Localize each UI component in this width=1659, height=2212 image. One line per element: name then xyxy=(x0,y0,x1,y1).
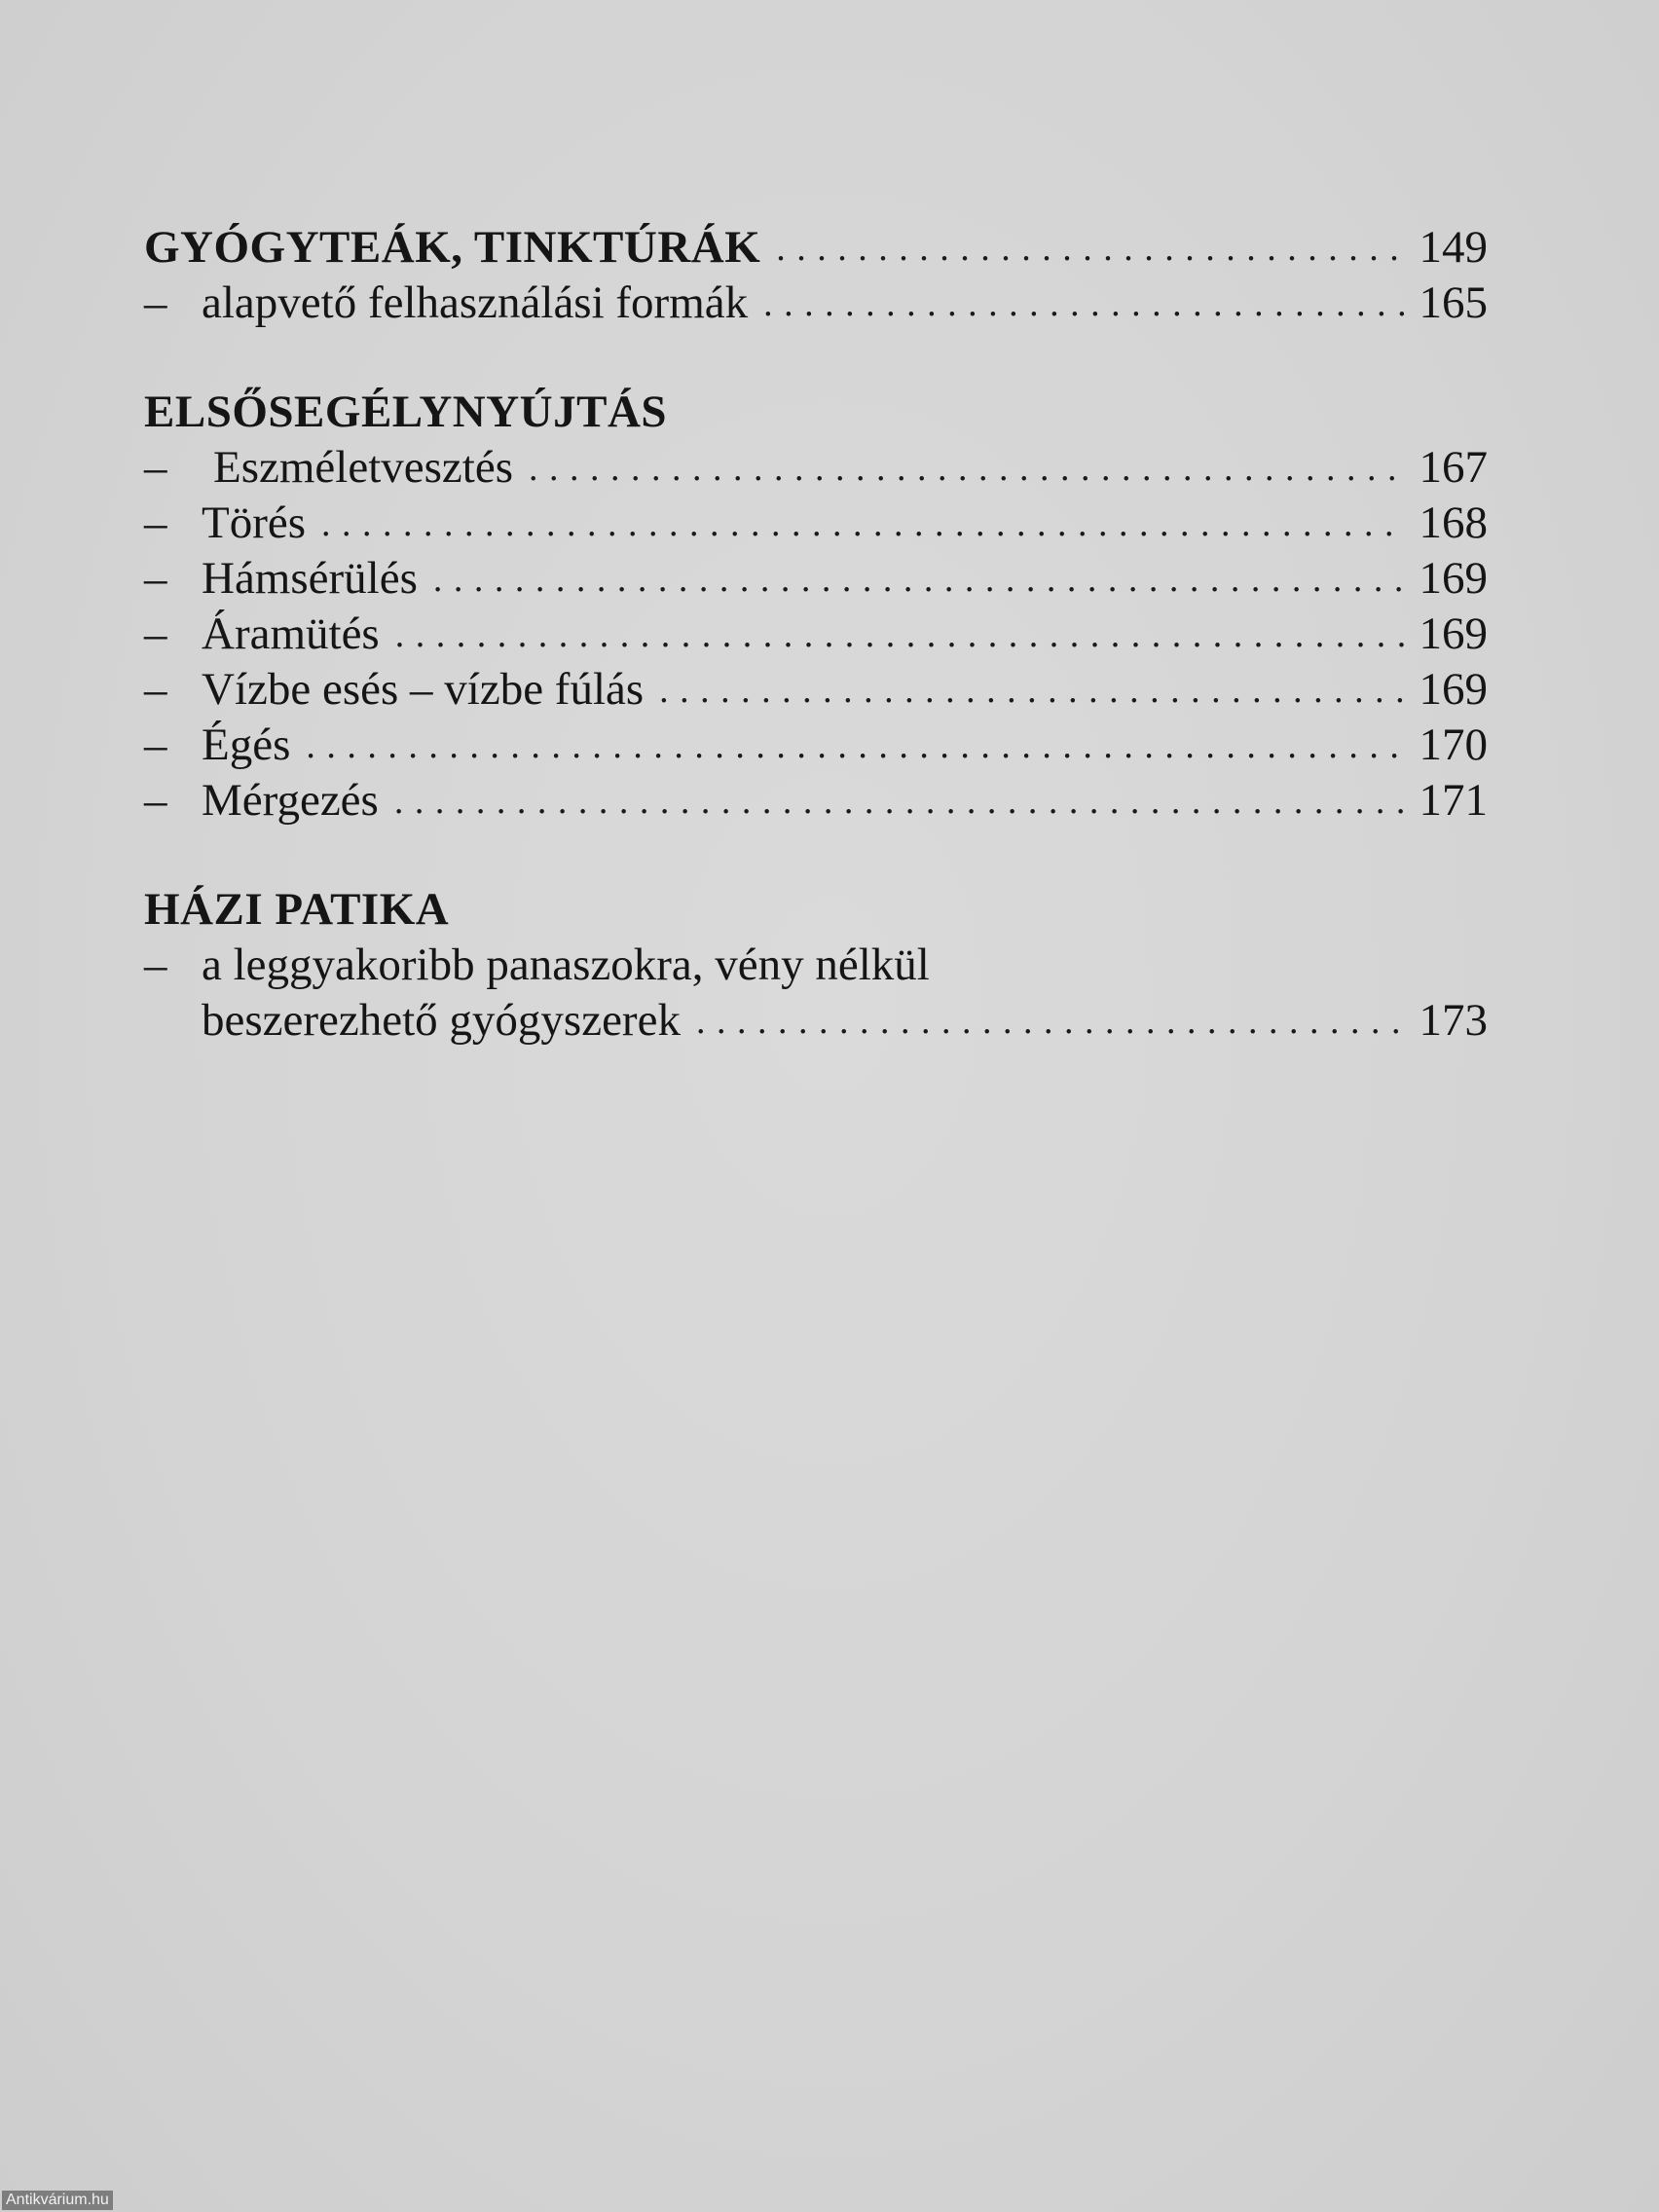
toc-heading-row xyxy=(144,385,1488,440)
toc-entry xyxy=(144,662,1488,718)
page-number: 169 xyxy=(1419,553,1488,604)
toc-entry xyxy=(144,718,1488,773)
entry-label: alapvető felhasználási formák xyxy=(202,277,749,328)
dot-leader xyxy=(306,719,1404,774)
entry-dash: – xyxy=(144,775,167,826)
entry-label: Áramütés xyxy=(202,608,380,659)
section-heading: GYÓGYTEÁK, TINKTÚRÁK xyxy=(144,222,761,273)
page-number: 167 xyxy=(1419,442,1488,493)
watermark: Antikvárium.hu xyxy=(2,2191,113,2210)
entry-label: Hámsérülés xyxy=(202,553,418,604)
entry-label: Vízbe esés – vízbe fúlás xyxy=(202,664,645,715)
dot-leader xyxy=(776,221,1404,276)
page-number: 171 xyxy=(1419,775,1488,826)
page-number: 170 xyxy=(1419,719,1488,770)
toc-entry xyxy=(144,607,1488,662)
page-number: 149 xyxy=(1419,222,1488,273)
entry-label: Törés xyxy=(202,498,307,548)
entry-label: Eszméletvesztés xyxy=(213,442,513,493)
toc-heading-row xyxy=(144,882,1488,938)
toc-entry xyxy=(144,496,1488,551)
toc-section-hazi-patika xyxy=(144,882,1488,1049)
toc-entry-line xyxy=(144,938,1488,993)
section-heading: ELSŐSEGÉLYNYÚJTÁS xyxy=(144,387,668,437)
dot-leader xyxy=(394,774,1404,830)
entry-label: a leggyakoribb panaszokra, vény nélkül xyxy=(202,940,930,990)
page-number: 168 xyxy=(1419,498,1488,548)
toc-section-elsosegely xyxy=(144,385,1488,829)
entry-dash: – xyxy=(144,940,167,990)
dot-leader xyxy=(529,441,1404,497)
section-heading: HÁZI PATIKA xyxy=(144,884,450,935)
entry-dash: – xyxy=(144,608,167,659)
dot-leader xyxy=(763,276,1404,332)
page-number: 173 xyxy=(1419,995,1488,1046)
entry-label: Mérgezés xyxy=(202,775,379,826)
toc-section-gyogyteak xyxy=(144,220,1488,331)
page-number: 169 xyxy=(1419,608,1488,659)
page-number: 165 xyxy=(1419,277,1488,328)
dot-leader xyxy=(395,608,1404,663)
dot-leader xyxy=(321,497,1404,552)
entry-dash: – xyxy=(144,553,167,604)
entry-dash: – xyxy=(144,664,167,715)
toc-entry xyxy=(144,440,1488,496)
entry-label: beszerezhető gyógyszerek xyxy=(202,995,681,1046)
entry-dash: – xyxy=(144,498,167,548)
toc-entry xyxy=(144,276,1488,331)
entry-dash: – xyxy=(144,719,167,770)
toc-heading-row xyxy=(144,220,1488,276)
toc-entry xyxy=(144,773,1488,829)
page-number: 169 xyxy=(1419,664,1488,715)
table-of-contents xyxy=(144,220,1488,1102)
dot-leader xyxy=(696,994,1404,1050)
entry-dash: – xyxy=(144,277,167,328)
toc-entry-continuation xyxy=(144,993,1488,1049)
toc-entry xyxy=(144,551,1488,607)
dot-leader xyxy=(433,552,1404,608)
dot-leader xyxy=(659,663,1404,719)
entry-label: Égés xyxy=(202,719,291,770)
entry-dash: – xyxy=(144,442,167,493)
